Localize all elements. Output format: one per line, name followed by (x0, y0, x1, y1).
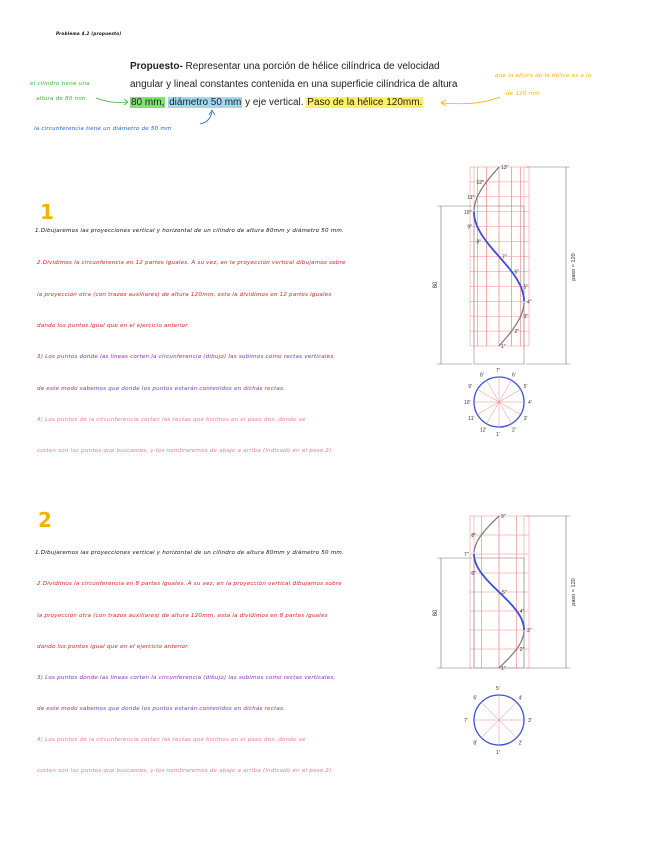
annotation-green-line-2: altura de 80 mm (36, 96, 86, 102)
plan-division-line (481, 702, 499, 720)
plan-point-label: 5' (523, 384, 528, 390)
section-2-line-6: de este modo sabemos que donde los puntos estarán contenidos en dichas rectas. (37, 706, 286, 712)
section-2-line-5: 3) Los puntos donde las líneas corten la circunferencia (dibujo) las subimos como rectas verticales, (37, 675, 336, 681)
elevation-point-label: 6'' (514, 269, 520, 276)
plan-point-label: 1' (496, 750, 500, 756)
elevation-point-label: 6'' (471, 571, 477, 577)
plan-point-label: 5' (496, 686, 500, 692)
plan-point-label: 3' (528, 718, 532, 724)
elevation-point-label: 11'' (467, 194, 475, 201)
plan-point-label: 7' (464, 718, 468, 724)
plan-view-circle (464, 368, 532, 438)
annotation-blue: la circunferencia tiene un diámetro de 50 mm (34, 126, 172, 132)
section-number-2: 2 (38, 508, 52, 532)
elevation-point-label: 13'' (501, 165, 509, 171)
plan-point-label: 10' (464, 400, 471, 406)
helix-diagram-12-divisions (425, 155, 590, 455)
annotation-green-line-1: el cilindro tiene una (30, 81, 90, 87)
plan-point-label: 4' (518, 695, 523, 702)
plan-point-label: 7' (496, 368, 500, 374)
section-2-line-4: dando los puntos igual que en el ejercicio anterior. (37, 644, 190, 650)
section-1-line-7: 4) Los puntos de la circunferencia corten las rectas que hicimos en el paso dos, donde se (37, 417, 306, 423)
elevation-point-label: 9'' (467, 224, 473, 231)
plan-division-line (499, 390, 521, 403)
plan-point-label: 6' (512, 372, 516, 379)
plan-point-label: 11' (468, 416, 475, 422)
height-dimension-label: 80 (433, 609, 439, 617)
section-1-line-4: dando los puntos igual que en el ejercicio anterior. (37, 323, 190, 329)
plan-point-label: 8' (480, 372, 484, 379)
plan-division-line (499, 402, 512, 424)
section-number-1: 1 (40, 200, 54, 224)
plan-point-label: 3' (523, 416, 528, 422)
annotation-orange-line-2: de 120 mm (506, 91, 540, 97)
elevation-point-label: 1'' (501, 344, 506, 350)
plan-division-line (477, 390, 499, 403)
elevation-point-label: 4'' (527, 299, 532, 306)
elevation-point-label: 8'' (476, 239, 482, 246)
elevation-point-label: 3'' (527, 628, 532, 634)
section-2-line-7: 4) Los puntos de la circunferencia corten las rectas que hicimos en el paso dos, donde se (37, 737, 306, 743)
elevation-point-label: 7'' (464, 552, 469, 558)
section-1-line-6: de este modo sabemos que donde los puntos estarán contenidos en dichas rectas. (37, 386, 286, 392)
elevation-point-label: 8'' (471, 533, 477, 539)
plan-division-line (499, 402, 521, 415)
plan-point-label: 4' (528, 400, 532, 406)
proposal-text-3: y eje vertical. (242, 97, 307, 108)
highlight-height: 80 mm, (131, 97, 165, 108)
plan-division-line (487, 380, 500, 402)
annotation-orange-line-1: que la altura de la hélice es a lo (495, 73, 592, 79)
elevation-point-label: 7'' (502, 254, 507, 261)
elevation-point-label: 2'' (519, 647, 525, 653)
plan-division-line (487, 402, 500, 424)
plan-point-label: 2' (518, 740, 523, 747)
proposal-text-1: Representar una porción de hélice cilíndrica de velocidad angular y lineal constantes contenida en una superficie cilíndrica de altura (130, 61, 458, 90)
elevation-point-label: 1'' (501, 666, 506, 672)
elevation-point-label: 3'' (523, 314, 529, 321)
elevation-point-label: 9'' (501, 514, 506, 520)
section-1-line-3: la proyección otra (con trazos auxiliares) de altura 120mm, esta la dividimos en 12 partes iguales (37, 292, 332, 298)
plan-point-label: 6' (473, 695, 478, 702)
plan-division-line (481, 720, 499, 738)
plan-division-line (499, 720, 517, 738)
section-1-line-8: corten son los puntos que buscamos, y los nombraremos de abajo a arriba (indicado en el paso 2). (37, 448, 334, 454)
pitch-dimension-label: paso = 120 (571, 578, 577, 606)
plan-point-label: 1' (496, 432, 500, 438)
section-2-line-3: la proyección otra (con trazos auxiliares) de altura 120mm, esta la dividimos en 8 partes iguales (37, 613, 328, 619)
plan-point-label: 8' (473, 740, 478, 747)
elevation-point-label: 10'' (464, 209, 472, 216)
section-1-line-5: 3) Los puntos donde las líneas corten la circunferencia (dibujo) las subimos como rectas verticales, (37, 354, 336, 360)
section-1-line-2: 2.Dividimos la circunferencia en 12 partes iguales. A su vez, en la proyección vertical dibujamos sobre (37, 260, 346, 266)
section-2-line-8: corten son los puntos que buscamos, y los nombraremos de abajo a arriba (indicado en el paso 2). (37, 768, 334, 774)
plan-division-line (477, 402, 499, 415)
highlight-diameter: diámetro 50 mm (169, 97, 242, 108)
plan-division-line (499, 380, 512, 402)
elevation-point-label: 5'' (502, 590, 507, 596)
section-1-line-1: 1.Dibujaremos las proyecciones vertical y horizontal de un cilindro de altura 80mm y diámetro 50 mm. (35, 228, 345, 234)
highlight-pitch: Paso de la hélice 120mm. (307, 97, 423, 108)
section-2-line-1: 1.Dibujaremos las proyecciones vertical y horizontal de un cilindro de altura 80mm y diámetro 50 mm. (35, 550, 345, 556)
helix-diagram-8-divisions (425, 508, 590, 770)
proposal-lead: Propuesto- (130, 61, 183, 72)
elevation-point-label: 2'' (514, 329, 520, 336)
elevation-point-label: 4'' (519, 609, 525, 615)
plan-division-line (499, 702, 517, 720)
plan-point-label: 2' (512, 427, 516, 434)
pitch-dimension-label: paso = 120 (571, 253, 577, 281)
plan-view-circle (464, 686, 532, 756)
section-2-line-2: 2.Dividimos la circunferencia en 8 partes iguales. A su vez, en la proyección vertical dibujamos sobre (37, 581, 342, 587)
elevation-point-label: 5'' (523, 284, 529, 291)
plan-point-label: 12' (480, 427, 487, 434)
elevation-point-label: 12'' (476, 179, 484, 186)
height-dimension-label: 80 (433, 281, 439, 289)
annotation-arrows (0, 0, 656, 160)
page-header: Problema 4.2 (propuesto) (56, 31, 122, 36)
plan-point-label: 9' (468, 384, 473, 390)
